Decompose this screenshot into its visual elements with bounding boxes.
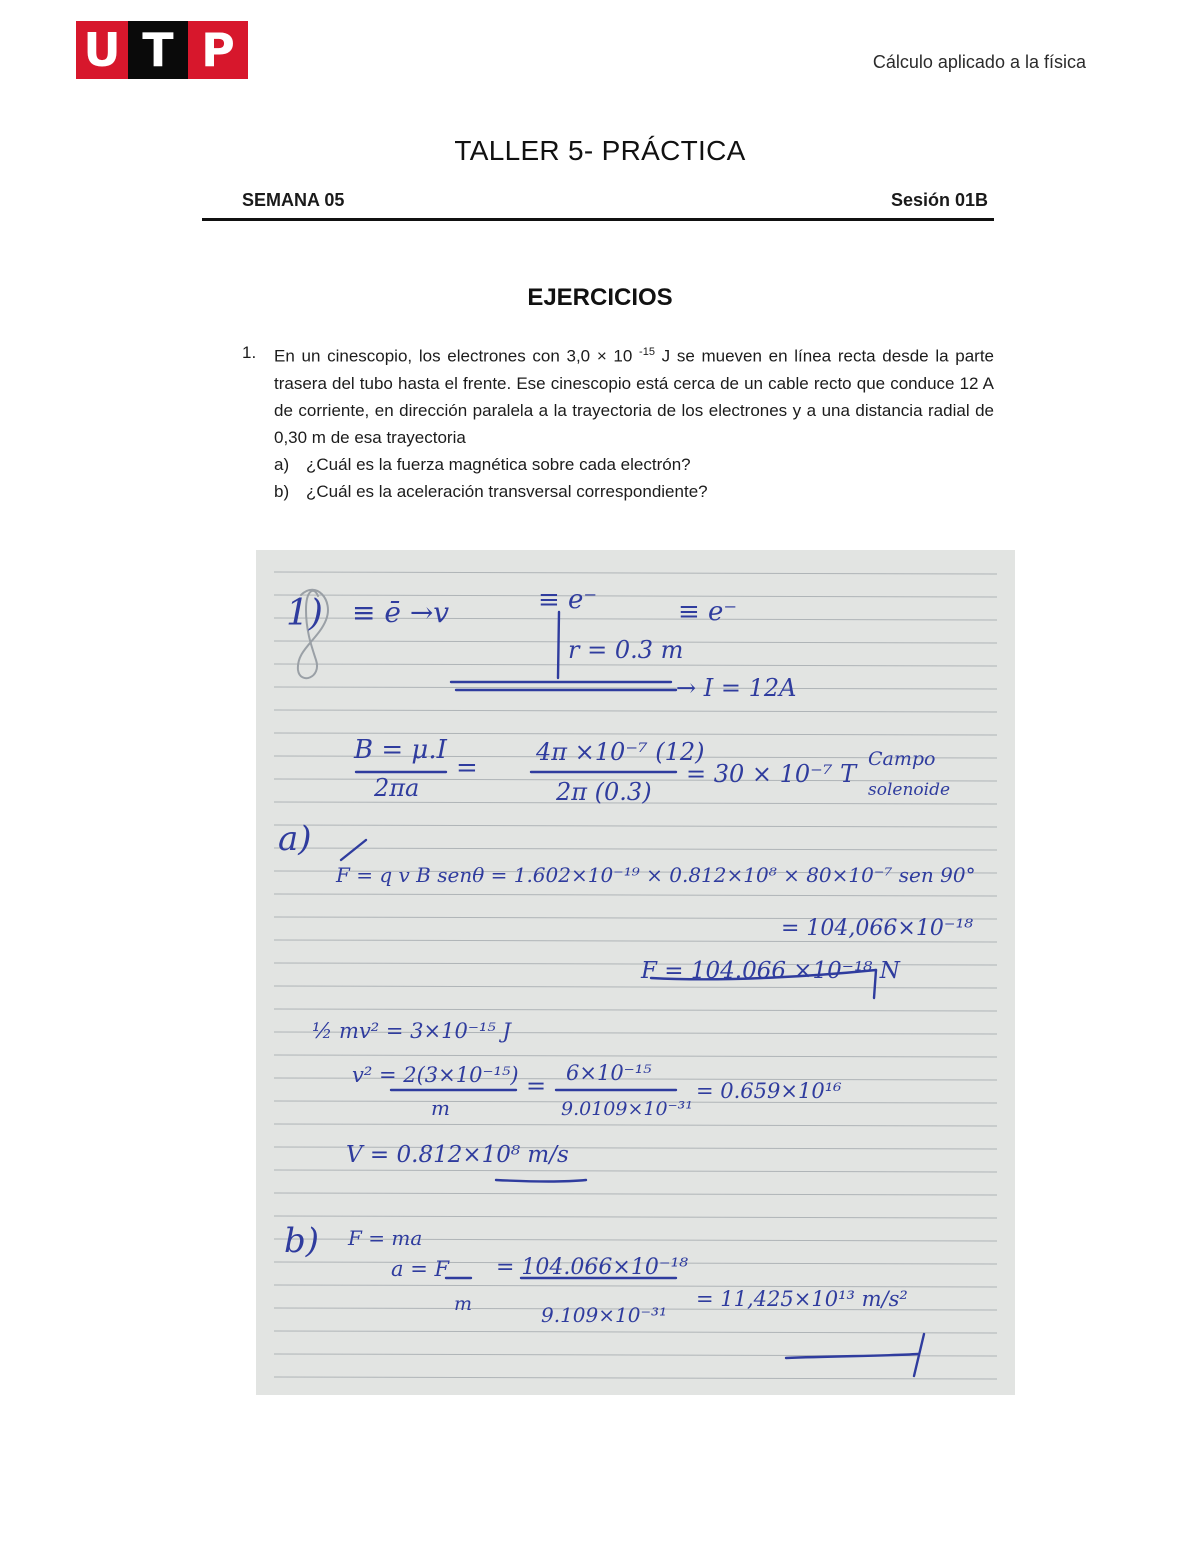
electron-3: ≡ e⁻ xyxy=(678,597,738,627)
v2-result: = 0.659×10¹⁶ xyxy=(696,1079,842,1103)
exercise-number: 1. xyxy=(242,343,257,362)
logo-letter-u: U xyxy=(76,21,128,79)
question-text: ¿Cuál es la fuerza magnética sobre cada electrón? xyxy=(306,454,691,474)
part-b-label: b) xyxy=(284,1221,320,1261)
utp-logo xyxy=(76,21,248,79)
handwritten-solution-photo xyxy=(256,550,1015,1395)
a-denominator: 9.109×10⁻³¹ xyxy=(541,1303,668,1327)
course-name: Cálculo aplicado a la física xyxy=(872,52,1086,72)
exercise-statement xyxy=(274,339,994,451)
question-text: ¿Cuál es la aceleración transversal correspondiente? xyxy=(306,481,708,501)
week-bar xyxy=(202,188,994,221)
logo-letter-p: P xyxy=(188,21,248,79)
question-letter: a) xyxy=(274,454,290,474)
problem-number: 1) xyxy=(286,593,323,634)
electron-1: ≡ ē →v xyxy=(352,596,450,629)
week-label: SEMANA 05 xyxy=(242,190,345,210)
v2-mid: 6×10⁻¹⁵ xyxy=(566,1061,652,1085)
logo-letter-t: T xyxy=(128,21,188,79)
v2-lhs: v² = 2(3×10⁻¹⁵) xyxy=(352,1063,519,1087)
v2-lhs-den: m xyxy=(431,1096,450,1120)
statement-part-1: En un cinescopio, los electrones con 3,0 × 10 xyxy=(274,346,640,366)
current-label: → I = 12A xyxy=(676,674,797,702)
b-mid-bottom: 2π (0.3) xyxy=(556,778,652,806)
b-lhs-bottom: 2πa xyxy=(374,774,420,802)
session-label: Sesión 01B xyxy=(890,190,988,210)
question-b xyxy=(274,478,994,505)
electron-2: ≡ e⁻ xyxy=(538,585,598,615)
a-result: = 11,425×10¹³ m/s² xyxy=(696,1287,908,1311)
b-result: = 30 × 10⁻⁷ T xyxy=(686,760,857,788)
statement-exponent: -15 xyxy=(639,346,655,358)
b-mid-top: 4π ×10⁻⁷ (12) xyxy=(536,738,705,766)
question-a xyxy=(274,451,994,478)
note-solenoide: solenoide xyxy=(868,780,951,800)
section-title: EJERCICIOS xyxy=(527,284,673,311)
force-line: F = q v B senθ = 1.602×10⁻¹⁹ × 0.812×10⁸ × 80×10⁻⁷ sen 90° xyxy=(336,863,976,887)
v2-equals: = xyxy=(526,1072,547,1100)
statement-part-2: J se mueven en línea recta desde la parte trasera del tubo hasta el frente. Ese cinescopio está cerca de un cable recto que conduce 12 A de corriente, en dirección paralela a la trayectoria de los electrones y a una distancia radial de 0,30 m de esa trayectoria xyxy=(274,346,994,447)
part-a-label: a) xyxy=(278,819,312,859)
force-result: F = 104.066 ×10⁻¹⁸ N xyxy=(641,958,900,984)
v2-mid-den: 9.0109×10⁻³¹ xyxy=(561,1098,693,1120)
force-eq: = 104,066×10⁻¹⁸ xyxy=(781,916,974,941)
radius-label: r = 0.3 m xyxy=(568,636,684,664)
exercise-1 xyxy=(242,339,994,505)
kinetic-energy: ½ mv² = 3×10⁻¹⁵ J xyxy=(312,1019,511,1043)
b-equals: = xyxy=(456,753,478,783)
a-lhs-den: m xyxy=(454,1293,473,1315)
radius-line xyxy=(558,612,559,678)
question-letter: b) xyxy=(274,481,290,501)
b-lhs-top: B = μ.I xyxy=(354,735,447,765)
note-campo: Campo xyxy=(868,748,936,770)
a-numerator: = 104.066×10⁻¹⁸ xyxy=(496,1255,689,1280)
page-title: TALLER 5- PRÁCTICA xyxy=(454,135,746,166)
v-result: V = 0.812×10⁸ m/s xyxy=(346,1142,569,1168)
a-lhs: a = F xyxy=(391,1257,450,1281)
f-ma: F = ma xyxy=(348,1226,423,1250)
